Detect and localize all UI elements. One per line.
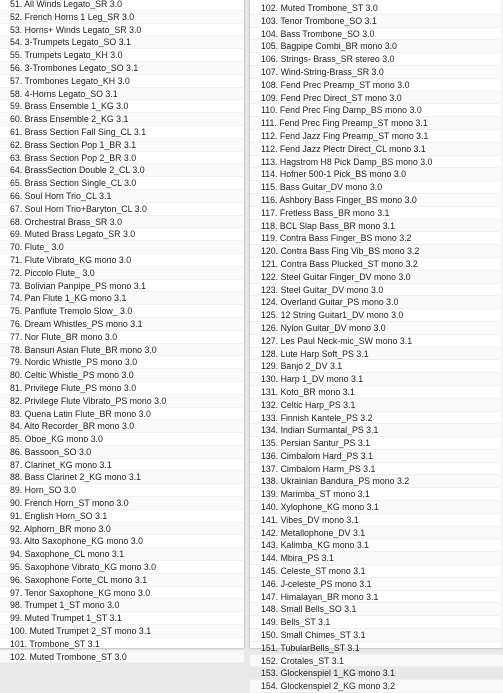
sound-list-item[interactable]: 145. Celeste_ST mono 3.1 xyxy=(250,565,503,578)
right-sound-list-panel xyxy=(250,0,503,648)
sound-list-item[interactable]: 139. Marimba_ST mono 3.1 xyxy=(250,488,503,501)
sound-list-item[interactable]: 79. Nordic Whistle_PS mono 3.0 xyxy=(0,356,244,369)
sound-list-item[interactable]: 136. Cimbalom Hard_PS 3.1 xyxy=(250,450,503,463)
sound-list-item[interactable]: 143. Kalimba_KG mono 3.1 xyxy=(250,539,503,552)
sound-list-item[interactable]: 105. Bagpipe Combi_BR mono 3.0 xyxy=(250,40,503,53)
sound-list-item[interactable]: 112. Fend Jazz Plectr Direct_CL mono 3.1 xyxy=(250,143,503,156)
sound-list-item[interactable]: 152. Crotales_ST 3.1 xyxy=(250,655,503,668)
sound-list-item[interactable]: 94. Saxophone_CL mono 3.1 xyxy=(0,548,244,561)
sound-list-item[interactable]: 141. Vibes_DV mono 3.1 xyxy=(250,514,503,527)
sound-list-item[interactable]: 124. Overland Guitar_PS mono 3.0 xyxy=(250,296,503,309)
sound-list-item[interactable]: 83. Quena Latin Flute_BR mono 3.0 xyxy=(0,408,244,421)
sound-list-item[interactable]: 125. 12 String Guitar1_DV mono 3.0 xyxy=(250,309,503,322)
sound-list-item[interactable]: 98. Trumpet 1_ST mono 3.0 xyxy=(0,599,244,612)
sound-list-item[interactable]: 144. Mbira_PS 3.1 xyxy=(250,552,503,565)
sound-list-item[interactable]: 78. Bansuri Asian Flute_BR mono 3.0 xyxy=(0,344,244,357)
sound-list-item[interactable]: 96. Saxophone Forte_CL mono 3.1 xyxy=(0,574,244,587)
sound-list-item[interactable]: 64. BrassSection Double 2_CL 3.0 xyxy=(0,164,244,177)
sound-list-item[interactable]: 110. Fend Prec Fing Damp_BS mono 3.0 xyxy=(250,104,503,117)
left-sound-list xyxy=(0,0,244,663)
sound-list-item[interactable]: 84. Alto Recorder_BR mono 3.0 xyxy=(0,420,244,433)
sound-list-item[interactable]: 61. Brass Section Fall Sing_CL 3.1 xyxy=(0,126,244,139)
sound-list-item[interactable]: 103. Tenor Trombone_SO 3.1 xyxy=(250,15,503,28)
sound-list-item[interactable]: 58. 4-Horns Legato_SO 3.1 xyxy=(0,88,244,101)
sound-list-item[interactable]: 75. Panflute Tremolo Slow_ 3.0 xyxy=(0,305,244,318)
sound-list-item[interactable]: 73. Bolivian Panpipe_PS mono 3.1 xyxy=(0,280,244,293)
sound-list-item[interactable]: 66. Soul Horn Trio_CL 3.1 xyxy=(0,190,244,203)
sound-list-item[interactable]: 111. Fend Prec Fing Preamp_ST mono 3.1 xyxy=(250,117,503,130)
sound-list-item[interactable]: 147. Himalayan_BR mono 3.1 xyxy=(250,591,503,604)
sound-list-item[interactable]: 102. Muted Trombone_ST 3.0 xyxy=(250,2,503,15)
scroll-edge xyxy=(499,0,503,648)
sound-list-item[interactable]: 95. Saxophone Vibrato_KG mono 3.0 xyxy=(0,561,244,574)
sound-list-item[interactable]: 51. All Winds Legato_SR 3.0 xyxy=(0,0,244,11)
sound-list-item[interactable]: 81. Privilege Flute_PS mono 3.0 xyxy=(0,382,244,395)
sound-list-item[interactable]: 102. Muted Trombone_ST 3.0 xyxy=(0,651,244,664)
sound-list-item[interactable]: 72. Piccolo Flute_ 3.0 xyxy=(0,267,244,280)
sound-list-item[interactable]: 142. Metallophone_DV 3.1 xyxy=(250,527,503,540)
sound-list-item[interactable]: 97. Tenor Saxophone_KG mono 3.0 xyxy=(0,587,244,600)
sound-list-item[interactable]: 112. Fend Jazz Fing Preamp_ST mono 3.1 xyxy=(250,130,503,143)
sound-list-item[interactable]: 63. Brass Section Pop 2_BR 3.0 xyxy=(0,152,244,165)
sound-list-item[interactable]: 116. Ashbory Bass Finger_BS mono 3.0 xyxy=(250,194,503,207)
sound-list-item[interactable]: 89. Horn_SO 3.0 xyxy=(0,484,244,497)
sound-list-item[interactable]: 55. Trumpets Legato_KH 3.0 xyxy=(0,49,244,62)
sound-list-item[interactable]: 60. Brass Ensemble 2_KG 3.1 xyxy=(0,113,244,126)
sound-list-item[interactable]: 138. Ukrainian Bandura_PS mono 3.2 xyxy=(250,475,503,488)
sound-list-item[interactable]: 54. 3-Trumpets Legato_SO 3.1 xyxy=(0,36,244,49)
sound-list-item[interactable]: 68. Orchestral Brass_SR 3.0 xyxy=(0,216,244,229)
sound-list-item[interactable]: 117. Fretless Bass_BR mono 3.1 xyxy=(250,207,503,220)
left-sound-list-panel xyxy=(0,0,244,648)
sound-list-item[interactable]: 115. Bass Guitar_DV mono 3.0 xyxy=(250,181,503,194)
sound-list-item[interactable]: 59. Brass Ensemble 1_KG 3.0 xyxy=(0,100,244,113)
sound-list-item[interactable]: 53. Horns+ Winds Legato_SR 3.0 xyxy=(0,24,244,37)
sound-list-item[interactable]: 120. Contra Bass Fing Vib_BS mono 3.2 xyxy=(250,245,503,258)
sound-list-item[interactable]: 88. Bass Clarinet 2_KG mono 3.1 xyxy=(0,471,244,484)
sound-list-item[interactable]: 149. Bells_ST 3.1 xyxy=(250,616,503,629)
sound-list-item[interactable]: 65. Brass Section Single_CL 3.0 xyxy=(0,177,244,190)
sound-list-item[interactable]: 133. Finnish Kantele_PS 3.2 xyxy=(250,412,503,425)
sound-list-item[interactable]: 109. Fend Prec Direct_ST mono 3.0 xyxy=(250,92,503,105)
sound-list-item[interactable]: 150. Small Chimes_ST 3.1 xyxy=(250,629,503,642)
sound-list-item[interactable]: 62. Brass Section Pop 1_BR 3.1 xyxy=(0,139,244,152)
sound-list-item[interactable]: 127. Les Paul Neck-mic_SW mono 3.1 xyxy=(250,335,503,348)
sound-list-item[interactable]: 69. Muted Brass Legato_SR 3.0 xyxy=(0,228,244,241)
sound-list-item[interactable]: 93. Alto Saxophone_KG mono 3.0 xyxy=(0,535,244,548)
sound-list-item[interactable]: 118. BCL Slap Bass_BR mono 3.1 xyxy=(250,220,503,233)
sound-list-item[interactable]: 107. Wind-String-Brass_SR 3.0 xyxy=(250,66,503,79)
sound-list-item[interactable]: 148. Small Bells_SO 3.1 xyxy=(250,603,503,616)
sound-list-item[interactable]: 114. Hofner 500-1 Pick_BS mono 3.0 xyxy=(250,168,503,181)
sound-list-item[interactable]: 154. Glockenspiel 2_KG mono 3.2 xyxy=(250,680,503,693)
sound-list-item[interactable]: 119. Contra Bass Finger_BS mono 3.2 xyxy=(250,232,503,245)
sound-list-item[interactable]: 132. Celtic Harp_PS 3.1 xyxy=(250,399,503,412)
sound-list-item[interactable]: 131. Koto_BR mono 3.1 xyxy=(250,386,503,399)
sound-list-item[interactable]: 123. Steel Guitar_DV mono 3.0 xyxy=(250,284,503,297)
sound-list-item[interactable]: 100. Muted Trumpet 2_ST mono 3.1 xyxy=(0,625,244,638)
sound-list-item[interactable]: 121. Contra Bass Plucked_ST mono 3.2 xyxy=(250,258,503,271)
sound-list-item[interactable]: 77. Nor Flute_BR mono 3.0 xyxy=(0,331,244,344)
sound-list-item[interactable]: 122. Steel Guitar Finger_DV mono 3.0 xyxy=(250,271,503,284)
sound-list-item[interactable]: 126. Nylon Guitar_DV mono 3.0 xyxy=(250,322,503,335)
sound-list-item[interactable]: 134. Indian Surmantal_PS 3.1 xyxy=(250,424,503,437)
sound-list-item[interactable]: 101. Trombone_ST 3.1 xyxy=(0,638,244,651)
sound-list-item[interactable]: 90. French Horn_ST mono 3.0 xyxy=(0,497,244,510)
sound-list-item[interactable]: 56. 3-Trombones Legato_SO 3.1 xyxy=(0,62,244,75)
sound-list-item[interactable]: 67. Soul Horn Trio+Baryton_CL 3.0 xyxy=(0,203,244,216)
sound-list-item[interactable]: 86. Bassoon_SO 3.0 xyxy=(0,446,244,459)
sound-list-item[interactable]: 140. Xylophone_KG mono 3.1 xyxy=(250,501,503,514)
right-sound-list xyxy=(250,2,503,693)
sound-list-item[interactable]: 80. Celtic Whistle_PS mono 3.0 xyxy=(0,369,244,382)
sound-list-item[interactable]: 70. Flute_ 3.0 xyxy=(0,241,244,254)
sound-list-item[interactable]: 82. Privilege Flute Vibrato_PS mono 3.0 xyxy=(0,395,244,408)
sound-list-item[interactable]: 87. Clarinet_KG mono 3.1 xyxy=(0,459,244,472)
sound-list-item[interactable]: 130. Harp 1_DV mono 3.1 xyxy=(250,373,503,386)
sound-list-item[interactable]: 57. Trombones Legato_KH 3.0 xyxy=(0,75,244,88)
sound-list-item[interactable]: 106. Strings- Brass_SR stereo 3.0 xyxy=(250,53,503,66)
sound-list-item[interactable]: 92. Alphorn_BR mono 3.0 xyxy=(0,523,244,536)
sound-list-item[interactable]: 137. Cimbalom Harm_PS 3.1 xyxy=(250,463,503,476)
sound-list-item[interactable]: 52. French Horns 1 Leg_SR 3.0 xyxy=(0,11,244,24)
sound-list-item[interactable]: 104. Bass Trombone_SO 3.0 xyxy=(250,28,503,41)
sound-list-item[interactable]: 91. English Horn_SO 3.1 xyxy=(0,510,244,523)
sound-list-item[interactable]: 71. Flute Vibrato_KG mono 3.0 xyxy=(0,254,244,267)
sound-list-item[interactable]: 135. Persian Santur_PS 3.1 xyxy=(250,437,503,450)
sound-list-item[interactable]: 151. TubularBells_ST 3.1 xyxy=(250,642,503,655)
sound-list-item[interactable]: 153. Glockenspiel 1_KG mono 3.1 xyxy=(250,667,503,680)
sound-list-item[interactable]: 108. Fend Prec Preamp_ST mono 3.0 xyxy=(250,79,503,92)
sound-list-item[interactable]: 146. J-celeste_PS mono 3.1 xyxy=(250,578,503,591)
sound-list-item[interactable]: 128. Lute Harp Soft_PS 3.1 xyxy=(250,348,503,361)
sound-list-item[interactable]: 85. Oboe_KG mono 3.0 xyxy=(0,433,244,446)
sound-list-item[interactable]: 74. Pan Flute 1_KG mono 3.1 xyxy=(0,292,244,305)
sound-list-item[interactable]: 113. Hagstrom H8 Pick Damp_BS mono 3.0 xyxy=(250,156,503,169)
sound-list-item[interactable]: 76. Dream Whistles_PS mono 3.1 xyxy=(0,318,244,331)
sound-list-item[interactable]: 99. Muted Trumpet 1_ST 3.1 xyxy=(0,612,244,625)
sound-list-item[interactable]: 129. Banjo 2_DV 3.1 xyxy=(250,360,503,373)
